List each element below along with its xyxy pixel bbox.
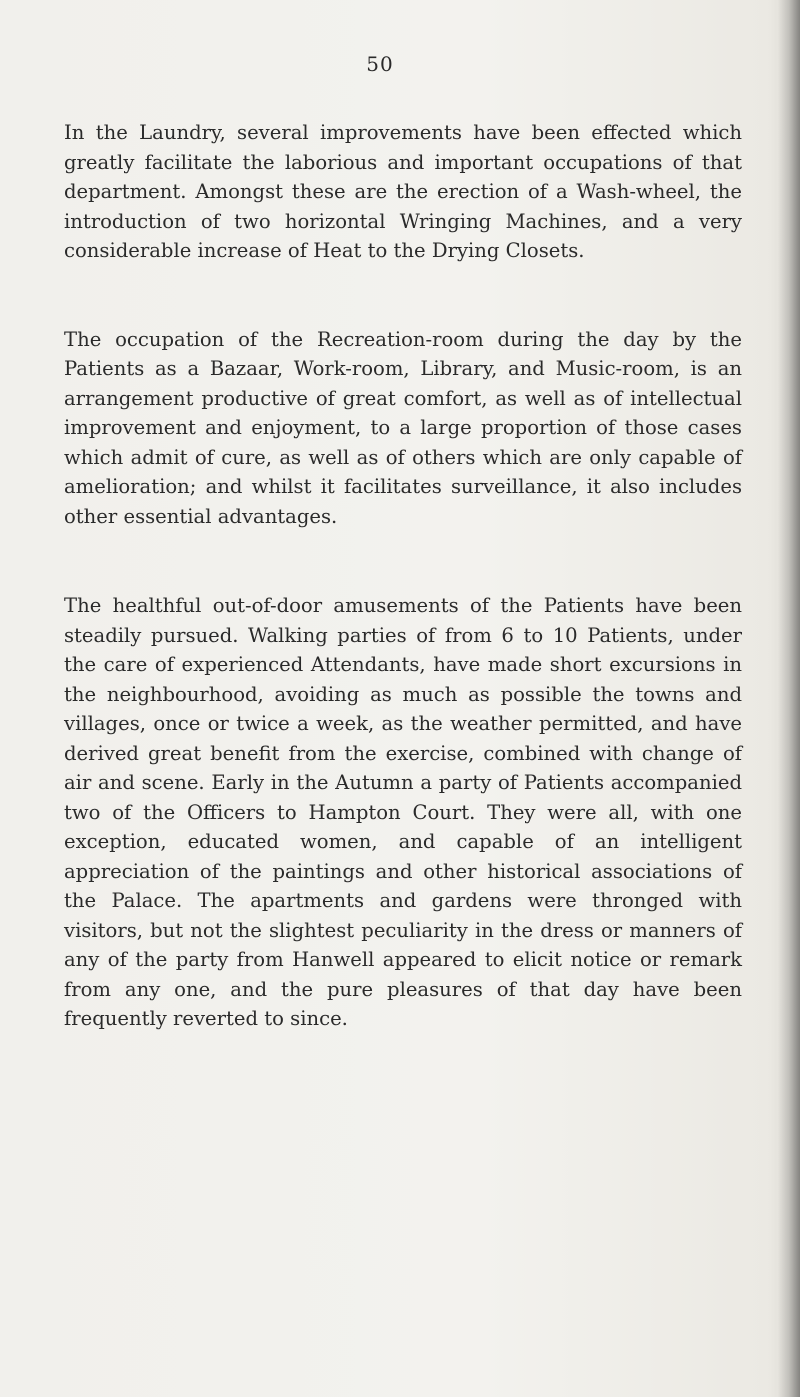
paragraph-laundry: In the Laundry, several improvements have been effected which greatly facilitate the laborious and important occupations of that department. Amongst these are the erection of a Wash-wheel, the introduction of two horizontal Wringing Machines, and a very considerable increase of Heat to the Drying Closets. xyxy=(64,121,742,262)
page-edge-shadow xyxy=(778,0,800,1397)
paragraph-recreation-room: The occupation of the Recreation-room during the day by the Patients as a Bazaar, Work-room, Library, and Music-room, is an arrangement productive of great comfort, as well as of intellectual improvement and enjoyment, to a large proportion of those cases which admit of cure, as well as of others which are only capable of amelioration; and whilst it facilitates surveillance, it also includes other essential advantages. xyxy=(64,327,742,528)
body-text xyxy=(64,118,742,1034)
paragraph-outdoor-amusements: The healthful out-of-door amusements of the Patients have been steadily pursued. Walking parties of from 6 to 10 Patients, under the care of experienced Attendants, have made short excursions in the neighbourhood, avoiding as much as possible the towns and villages, once or twice a week, as the weather permitted, and have derived great benefit from the exercise, combined with change of air and scene. Early in the Autumn a party of Patients accompanied two of the Officers to Hampton Court. They were all, with one exception, educated women, and capable of an intelligent appreciation of the paintings and other historical associations of the Palace. The apartments and gardens were thronged with visitors, but not the slightest peculiarity in the dress or manners of any of the party from Hanwell appeared to elicit notice or remark from any one, and the pure pleasures of that day have been frequently reverted to since. xyxy=(64,594,742,1030)
page-number: 50 xyxy=(366,52,394,76)
